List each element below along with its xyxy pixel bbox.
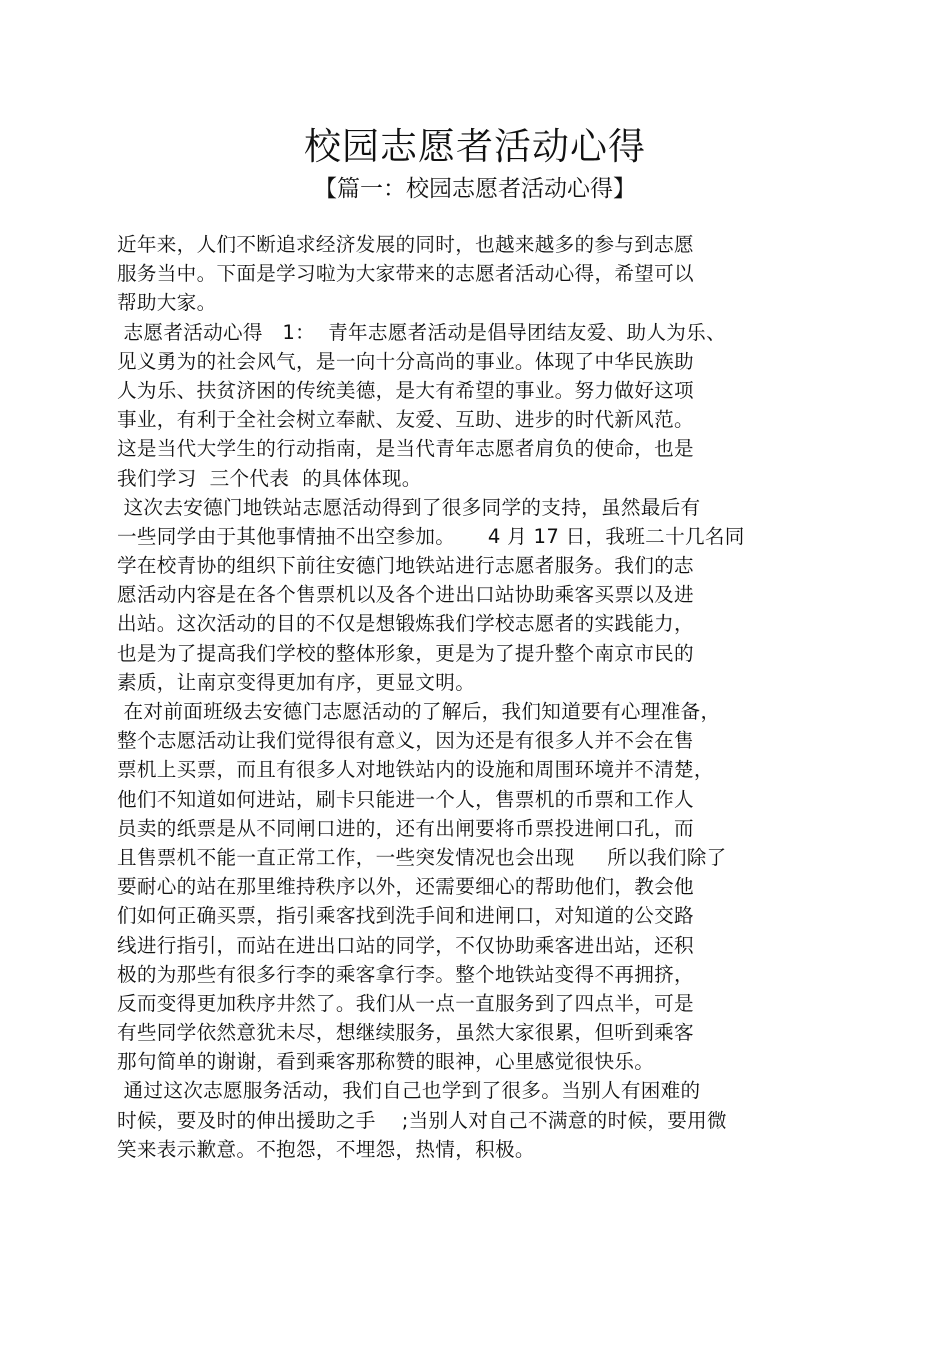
text-line: 极的为那些有很多行李的乘客拿行李。整个地铁站变得不再拥挤， bbox=[117, 962, 694, 986]
text-line: 票机上买票，而且有很多人对地铁站内的设施和周围环境并不清楚， bbox=[117, 758, 714, 782]
text-line: 我们学习 三个代表 的具体体现。 bbox=[117, 466, 422, 490]
text-line: 笑来表示歉意。不抱怨，不埋怨，热情，积极。 bbox=[117, 1137, 535, 1161]
text-line: 要耐心的站在那里维持秩序以外，还需要细心的帮助他们，教会他 bbox=[117, 875, 694, 899]
text-line: 整个志愿活动让我们觉得很有意义，因为还是有很多人并不会在售 bbox=[117, 729, 694, 753]
document-body bbox=[117, 230, 817, 1164]
text-line: 线进行指引，而站在进出口站的同学，不仅协助乘客进出站，还积 bbox=[117, 933, 694, 957]
text-line: 通过这次志愿服务活动，我们自己也学到了很多。当别人有困难的 bbox=[117, 1079, 701, 1103]
text-line: 服务当中。下面是学习啦为大家带来的志愿者活动心得，希望可以 bbox=[117, 262, 694, 286]
text-line: 们如何正确买票，指引乘客找到洗手间和进闸口，对知道的公交路 bbox=[117, 904, 694, 928]
text-line: 那句简单的谢谢，看到乘客那称赞的眼神，心里感觉很快乐。 bbox=[117, 1050, 655, 1074]
text-line: 他们不知道如何进站，刷卡只能进一个人，售票机的币票和工作人 bbox=[117, 787, 694, 811]
text-line: 人为乐、扶贫济困的传统美德，是大有希望的事业。努力做好这项 bbox=[117, 378, 694, 402]
document-title: 校园志愿者活动心得 bbox=[304, 125, 646, 168]
text-line: 也是为了提高我们学校的整体形象，更是为了提升整个南京市民的 bbox=[117, 641, 694, 665]
text-line: 帮助大家。 bbox=[117, 291, 217, 315]
text-line: 有些同学依然意犹未尽，想继续服务，虽然大家很累，但听到乘客 bbox=[117, 1021, 694, 1045]
text-line: 愿活动内容是在各个售票机以及各个进出口站协助乘客买票以及进 bbox=[117, 583, 694, 607]
text-line: 这是当代大学生的行动指南，是当代青年志愿者肩负的使命，也是 bbox=[117, 437, 694, 461]
document-subtitle: 【篇一：校园志愿者活动心得】 bbox=[314, 176, 636, 202]
text-line: 反而变得更加秩序井然了。我们从一点一直服务到了四点半，可是 bbox=[117, 991, 694, 1015]
text-line: 近年来，人们不断追求经济发展的同时，也越来越多的参与到志愿 bbox=[117, 233, 694, 256]
text-line: 志愿者活动心得 1： 青年志愿者活动是倡导团结友爱、助人为乐、 bbox=[117, 320, 726, 344]
text-line: 时候，要及时的伸出援助之手 ;当别人对自己不满意的时候，要用微 bbox=[117, 1108, 727, 1132]
text-line: 学在校青协的组织下前往安德门地铁站进行志愿者服务。我们的志 bbox=[117, 554, 694, 578]
text-line: 素质，让南京变得更加有序，更显文明。 bbox=[117, 670, 476, 694]
text-line: 一些同学由于其他事情抽不出空参加。 4 月 17 日，我班二十几名同 bbox=[117, 524, 745, 548]
text-line: 员卖的纸票是从不同闸口进的，还有出闸要将币票投进闸口孔，而 bbox=[117, 816, 694, 840]
text-line: 出站。这次活动的目的不仅是想锻炼我们学校志愿者的实践能力， bbox=[117, 612, 694, 636]
text-line: 且售票机不能一直正常工作，一些突发情况也会出现 所以我们除了 bbox=[117, 845, 727, 869]
text-line: 事业，有利于全社会树立奉献、友爱、互助、进步的时代新风范。 bbox=[117, 408, 694, 432]
text-line: 见义勇为的社会风气，是一向十分高尚的事业。体现了中华民族助 bbox=[117, 349, 694, 373]
text-line: 这次去安德门地铁站志愿活动得到了很多同学的支持，虽然最后有 bbox=[117, 495, 701, 519]
text-line: 在对前面班级去安德门志愿活动的了解后，我们知道要有心理准备， bbox=[117, 700, 721, 723]
